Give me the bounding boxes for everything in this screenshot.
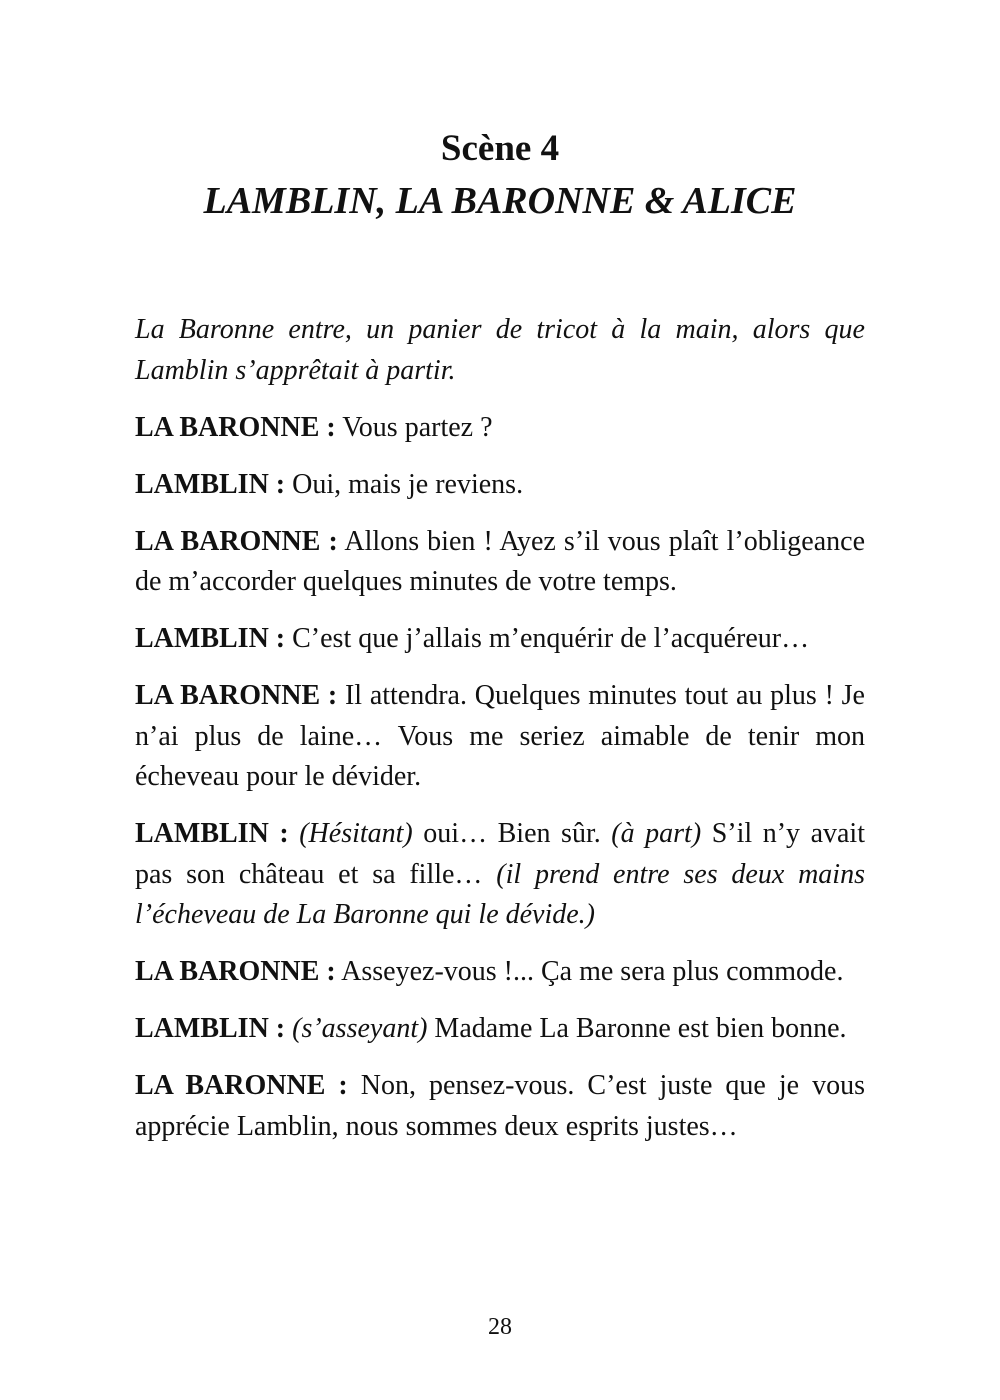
- dialogue-line: [135, 1066, 865, 1147]
- scene-characters: LAMBLIN, LA BARONNE & ALICE: [203, 180, 797, 222]
- speaker-name: LA BARONNE :: [135, 956, 336, 987]
- dialogue-line: [135, 408, 865, 449]
- dialogue: [135, 408, 865, 1148]
- dialogue-text: Il attendra. Quelques minutes tout au plus ! Je n’ai plus de laine… Vous me seriez aimable de tenir mon écheveau pour le dévider.: [135, 680, 865, 792]
- dialogue-text: C’est que j’allais m’enquérir de l’acquéreur…: [285, 623, 810, 654]
- stage-direction-intro: La Baronne entre, un panier de tricot à la main, alors que Lamblin s’apprêtait à partir.: [135, 314, 865, 386]
- dialogue-line: [135, 465, 865, 506]
- speaker-name: LA BARONNE :: [135, 680, 338, 711]
- page-number: 28: [488, 1314, 512, 1340]
- speaker-name: LAMBLIN :: [135, 818, 289, 849]
- scene-title: Scène 4: [440, 128, 560, 169]
- speaker-name: LA BARONNE :: [135, 525, 338, 557]
- speaker-name: LA BARONNE :: [135, 1070, 348, 1101]
- speaker-name: LAMBLIN :: [135, 623, 286, 654]
- speaker-name: LA BARONNE :: [135, 411, 336, 443]
- dialogue-text: Madame La Baronne est bien bonne.: [427, 1013, 847, 1044]
- dialogue-line: [135, 619, 865, 660]
- dialogue-line: [135, 952, 865, 993]
- dialogue-text: Vous partez ?: [335, 411, 493, 443]
- stage-direction: (Hésitant): [299, 818, 413, 849]
- play-text: [135, 310, 865, 1164]
- dialogue-line: [135, 814, 865, 936]
- dialogue-line: [135, 1009, 865, 1050]
- dialogue-text: Allons bien ! Ayez s’il vous plaît l’obligeance de m’accorder quelques minutes de votre temps.: [135, 525, 865, 597]
- dialogue-text: oui… Bien sûr.: [412, 818, 612, 849]
- dialogue-line: [135, 522, 865, 603]
- dialogue-text: Asseyez-vous !... Ça me sera plus commode.: [335, 956, 844, 987]
- stage-direction: (s’asseyant): [292, 1013, 428, 1044]
- speaker-name: LAMBLIN :: [135, 468, 286, 500]
- dialogue-line: [135, 676, 865, 798]
- speaker-name: LAMBLIN :: [135, 1013, 286, 1044]
- dialogue-text: Non, pensez-vous. C’est juste que je vous apprécie Lamblin, nous sommes deux esprits justes…: [135, 1070, 865, 1142]
- dialogue-text: S’il n’y avait pas son château et sa fille…: [135, 818, 865, 890]
- stage-direction: (il prend entre ses deux mains l’écheveau de La Baronne qui le dévide.): [135, 858, 865, 930]
- stage-direction: (à part): [611, 818, 702, 849]
- dialogue-text: Oui, mais je reviens.: [285, 468, 524, 500]
- dialogue-text: [289, 818, 300, 849]
